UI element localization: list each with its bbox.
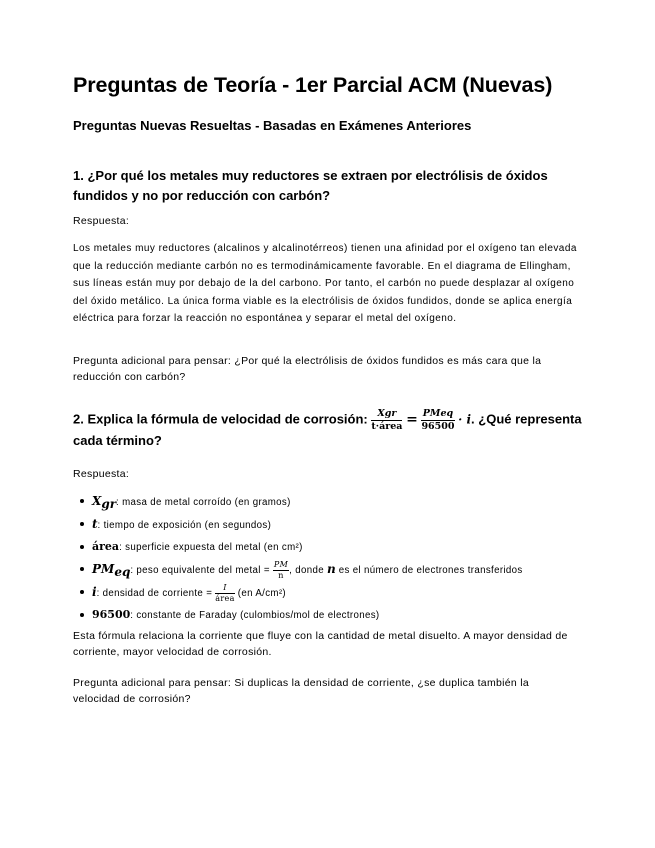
page-title: Preguntas de Teoría - 1er Parcial ACM (Nuevas) [73,73,553,97]
answer-2-text: Esta fórmula relaciona la corriente que fluye con la cantidad de metal disuelto. A mayor densidad de corriente, mayor velocidad de corrosión. [73,630,568,658]
term-fraction-numerator: PM [273,560,289,570]
formula-lhs-numerator: Xgr [371,409,402,421]
formula-equals: = [406,411,418,428]
term-description-end: es el número de electrones transferidos [335,565,523,577]
term-fraction [215,584,235,603]
term-symbol: área [92,539,120,553]
term-xgr [73,490,583,513]
term-fraction [273,561,289,580]
term-symbol: 96500 [92,607,131,621]
term-symbol: t [92,516,98,531]
answer-1-text: Los metales muy reductores (alcalinos y alcalinotérreos) tienen una afinidad por el oxígeno tan elevada que la reducción mediante carbón no es termodinámicamente favorable. En el diagrama de Ellingham, sus líneas están muy por debajo de la del carbono. Por tanto, el carbón no puede desplazar al oxígeno del óxido metálico. La única forma viable es la electrólisis de óxidos fundidos, donde se aplica energía eléctrica para forzar la reacción no espontánea y separar el metal del oxígeno. [73,243,577,324]
term-fraction-denominator: área [215,594,235,604]
document-page [73,70,583,705]
term-faraday [73,604,583,627]
term-subscript: eq [114,565,131,580]
term-description: : constante de Faraday (culombios/mol de electrones) [130,609,380,621]
formula-rhs-denominator: 96500 [421,420,455,432]
term-symbol: i [92,585,97,600]
term-description: : masa de metal corroído (en gramos) [116,497,291,508]
question-1-extra: Pregunta adicional para pensar: ¿Por qué la electrólisis de óxidos fundidos es más cara que la reducción con carbón? [73,355,542,383]
term-area [73,536,583,559]
formula-lhs-denominator: t·área [371,420,403,432]
term-fraction-numerator: I [215,584,235,594]
term-description: : superficie expuesta del metal (en cm²) [119,541,303,553]
page-subtitle: Preguntas Nuevas Resueltas - Basadas en Exámenes Anteriores [73,118,472,133]
term-description-cont: (en A/cm²) [234,588,286,600]
term-description: : tiempo de exposición (en segundos) [97,519,272,531]
term-i [73,581,583,604]
term-symbol: PM [92,562,115,577]
question-2-heading [73,409,588,451]
term-t [73,513,583,536]
term-description-cont: , donde [289,565,327,577]
answer-1-label: Respuesta: [73,215,130,227]
formula-lhs-fraction [371,409,402,431]
answer-2-label: Respuesta: [73,468,130,480]
term-pmeq [73,558,583,581]
question-2-prefix: 2. Explica la fórmula de velocidad de corrosión: [73,411,368,427]
formula-tail: · i [458,412,472,427]
formula-rhs-fraction [421,409,454,431]
term-subscript: gr [101,496,117,511]
formula-terms-list [73,490,583,627]
term-symbol-n: n [326,562,336,577]
formula-rhs-numerator: PMeq [422,408,454,419]
question-1-heading: 1. ¿Por qué los metales muy reductores se extraen por electrólisis de óxidos fundidos y no por reducción con carbón? [73,168,548,203]
term-symbol: X [92,494,102,508]
term-description: : densidad de corriente = [96,588,216,600]
term-fraction-denominator: n [278,571,284,581]
term-description: : peso equivalente del metal = [130,565,273,577]
question-2-suffix: . ¿Qué representa cada término? [73,411,582,448]
question-2-extra: Pregunta adicional para pensar: Si duplicas la densidad de corriente, ¿se duplica también la velocidad de corrosión? [73,677,530,705]
